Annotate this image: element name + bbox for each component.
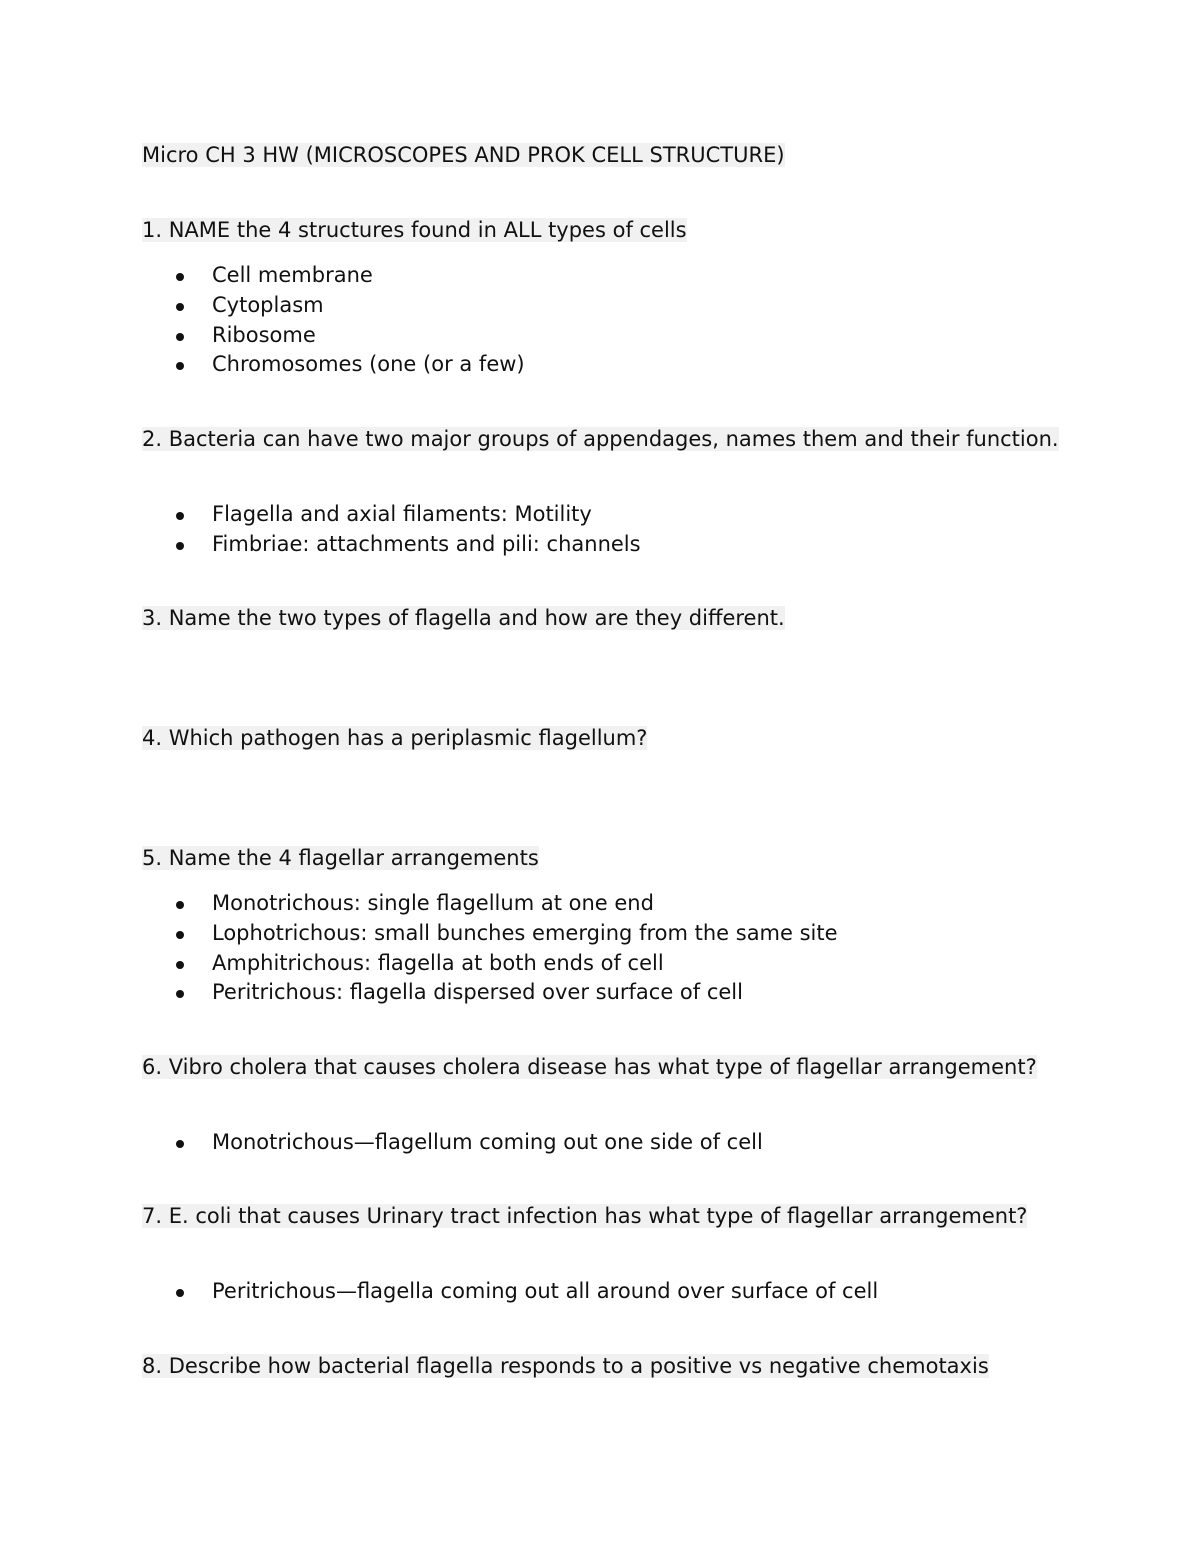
bullet-icon [176, 1289, 184, 1297]
list-item: Chromosomes (one (or a few) [0, 350, 525, 380]
bullet-icon [176, 362, 184, 370]
list-item: Peritrichous: flagella dispersed over surface of cell [0, 978, 838, 1008]
list-item: Peritrichous—flagella coming out all around over surface of cell [0, 1277, 878, 1307]
question-6 [142, 1053, 1072, 1083]
question-4-text: 4. Which pathogen has a periplasmic flagellum? [142, 726, 648, 750]
bullet-icon [176, 931, 184, 939]
bullet-icon [176, 1140, 184, 1148]
question-7-text: 7. E. coli that causes Urinary tract infection has what type of flagellar arrangement? [142, 1204, 1028, 1228]
question-5 [142, 844, 1072, 874]
bullet-icon [176, 901, 184, 909]
question-7 [142, 1202, 1072, 1232]
list-item: Amphitrichous: flagella at both ends of cell [0, 949, 838, 979]
list-item: Monotrichous: single flagellum at one end [0, 889, 838, 919]
answer-list-1 [0, 261, 525, 380]
list-item: Monotrichous—flagellum coming out one side of cell [0, 1128, 763, 1158]
question-8 [142, 1352, 1072, 1382]
question-1-text: 1. NAME the 4 structures found in ALL types of cells [142, 218, 687, 242]
bullet-icon [176, 961, 184, 969]
question-4 [142, 724, 1072, 754]
question-3 [142, 604, 1072, 634]
question-2-text: 2. Bacteria can have two major groups of appendages, names them and their function. [142, 427, 1059, 451]
question-2 [142, 425, 1072, 455]
question-3-text: 3. Name the two types of flagella and how are they different. [142, 606, 785, 630]
list-item: Flagella and axial filaments: Motility [0, 500, 641, 530]
bullet-icon [176, 990, 184, 998]
question-6-text: 6. Vibro cholera that causes cholera disease has what type of flagellar arrangement? [142, 1055, 1037, 1079]
bullet-icon [176, 512, 184, 520]
bullet-icon [176, 542, 184, 550]
list-item: Cell membrane [0, 261, 525, 291]
question-5-text: 5. Name the 4 flagellar arrangements [142, 846, 539, 870]
list-item: Lophotrichous: small bunches emerging from the same site [0, 919, 838, 949]
question-1 [142, 216, 1072, 246]
document-title [142, 141, 785, 170]
list-item: Ribosome [0, 321, 525, 351]
answer-list-7 [0, 1277, 878, 1307]
question-8-text: 8. Describe how bacterial flagella responds to a positive vs negative chemotaxis [142, 1354, 989, 1378]
document-title-text: Micro CH 3 HW (MICROSCOPES AND PROK CELL STRUCTURE) [142, 143, 785, 167]
answer-list-6 [0, 1128, 763, 1158]
list-item: Fimbriae: attachments and pili: channels [0, 530, 641, 560]
bullet-icon [176, 273, 184, 281]
answer-list-5 [0, 889, 838, 1008]
answer-list-2 [0, 500, 641, 560]
list-item: Cytoplasm [0, 291, 525, 321]
bullet-icon [176, 303, 184, 311]
bullet-icon [176, 333, 184, 341]
